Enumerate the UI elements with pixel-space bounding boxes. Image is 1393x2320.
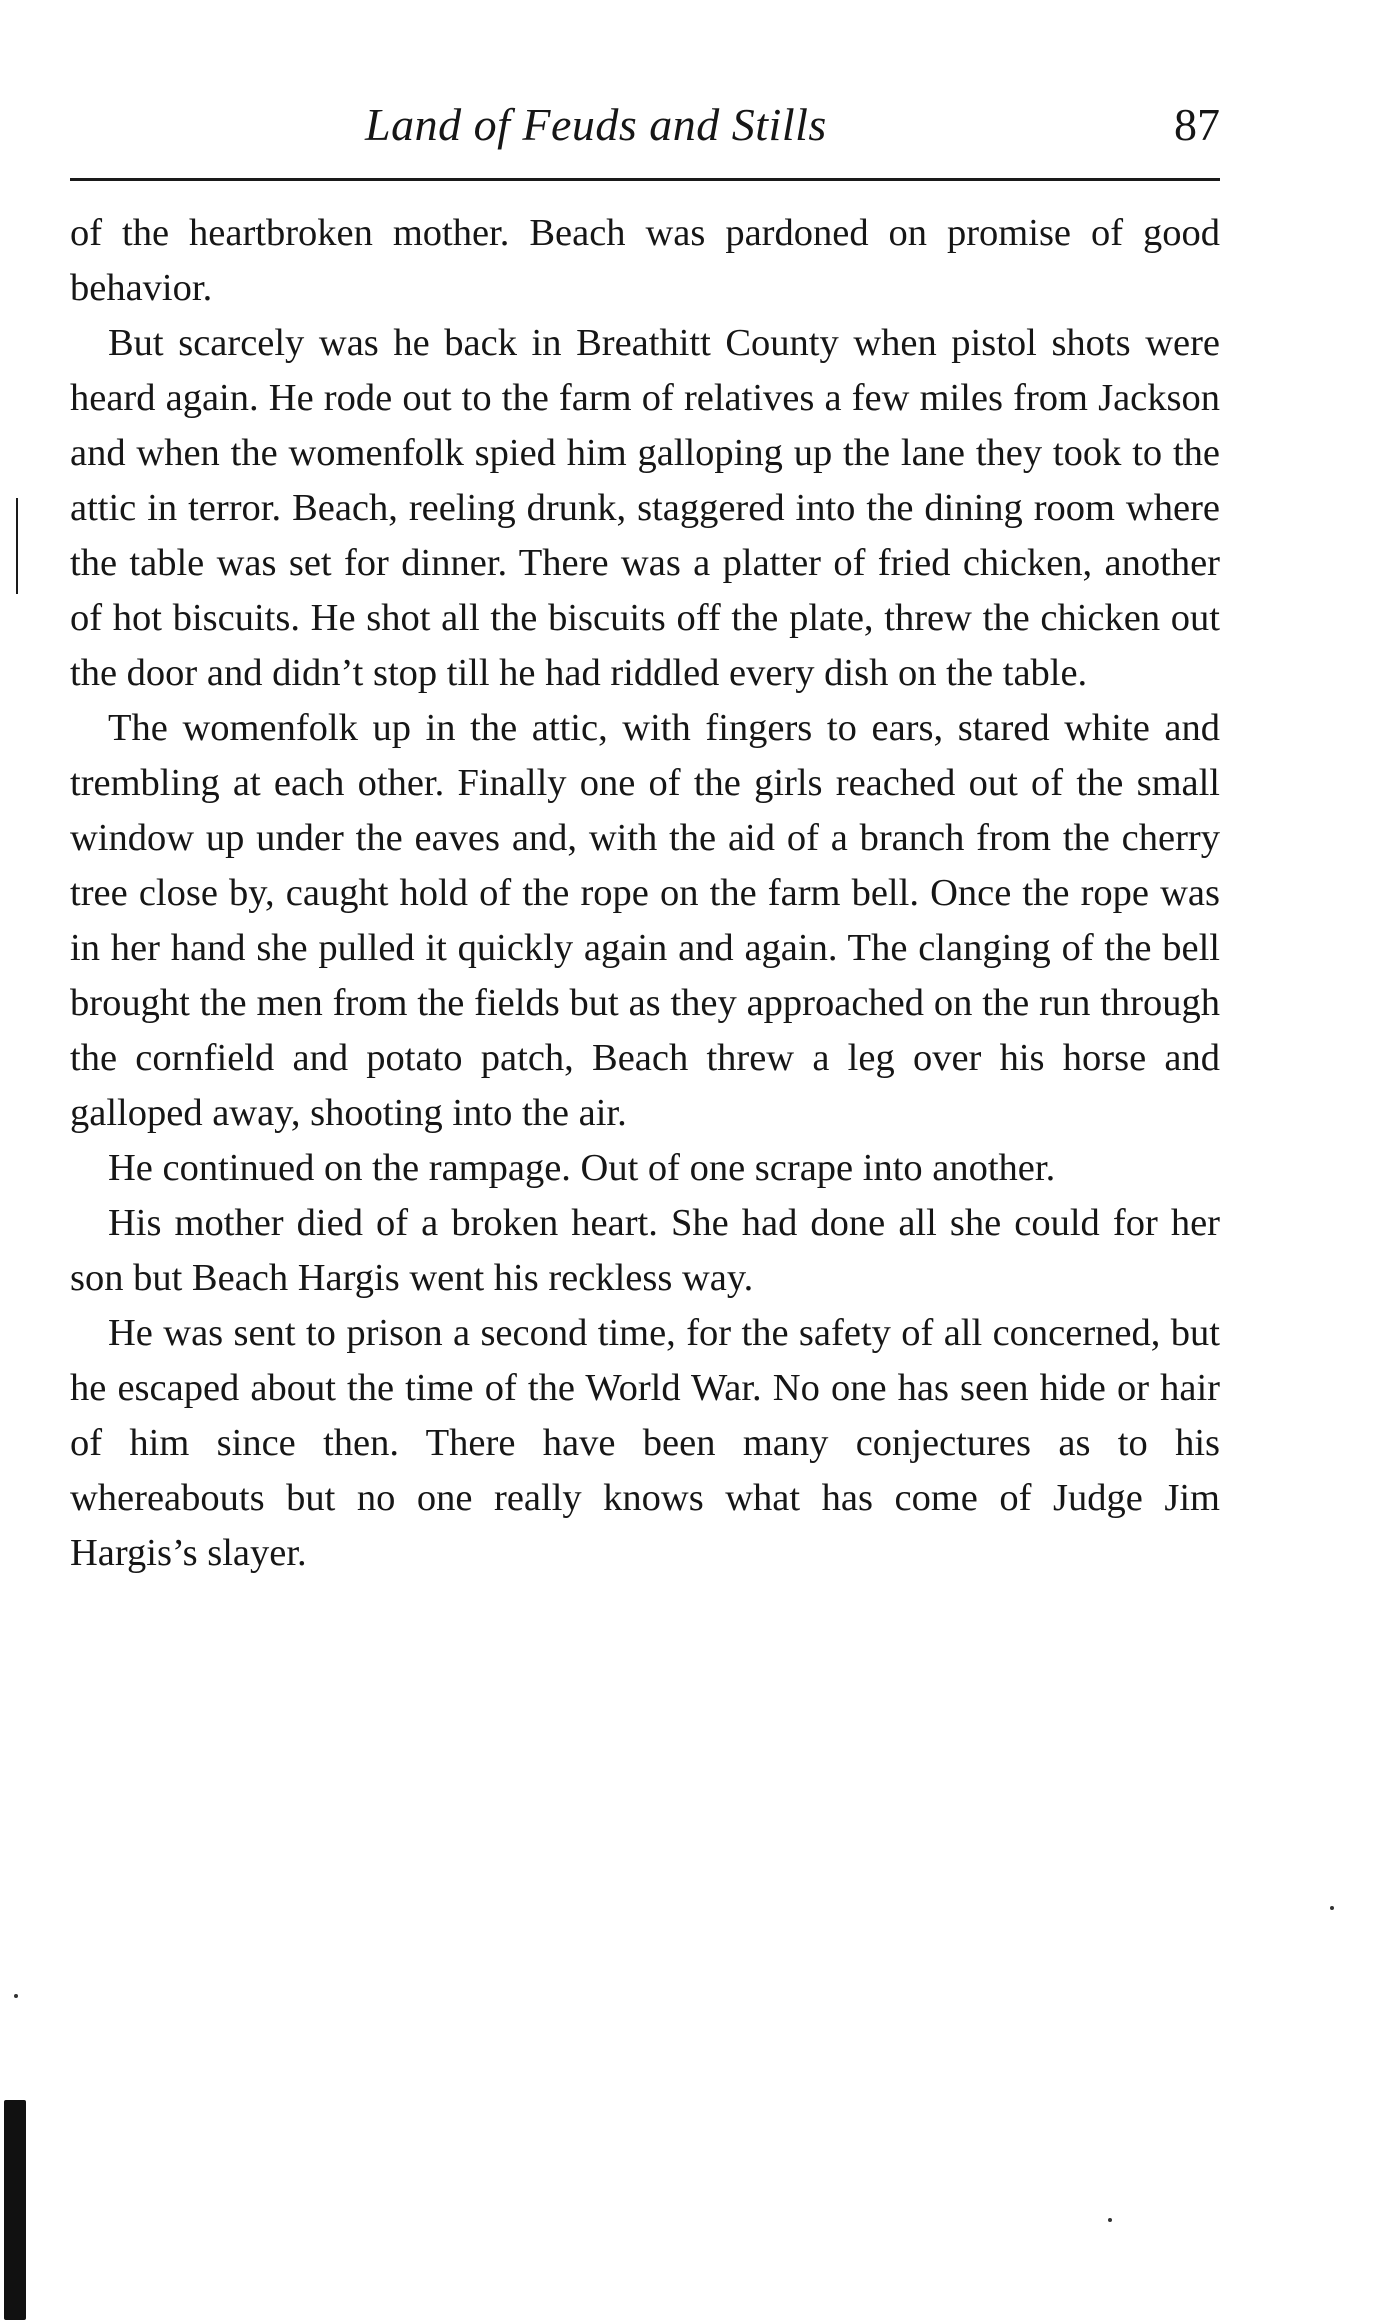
scan-edge-shadow xyxy=(4,2100,26,2320)
page-number: 87 xyxy=(1174,99,1220,150)
running-head xyxy=(70,98,1220,158)
paragraph-1: of the heartbroken mother. Beach was pardoned on promise of good behavior. xyxy=(70,212,1220,309)
scan-speck xyxy=(1108,2218,1112,2222)
left-margin-mark xyxy=(16,498,18,594)
paragraph-3: The womenfolk up in the attic, with fingers to ears, stared white and trembling at each other. Finally one of the girls reached out of the small window up under the eaves and, with the aid of a branch from the cherry tree close by, caught hold of the rope on the farm bell. Once the rope was in her hand she pulled it quickly again and again. The clanging of the bell brought the men from the fields but as they approached on the run through the cornfield and potato patch, Beach threw a leg over his horse and galloped away, shooting into the air. xyxy=(70,707,1220,1134)
paragraph-2: But scarcely was he back in Breathitt County when pistol shots were heard again. He rode out to the farm of relatives a few miles from Jackson and when the womenfolk spied him galloping up the lane they took to the attic in terror. Beach, reeling drunk, staggered into the dining room where the table was set for dinner. There was a platter of fried chicken, another of hot biscuits. He shot all the biscuits off the plate, threw the chicken out the door and didn’t stop till he had riddled every dish on the table. xyxy=(70,322,1220,694)
header-rule xyxy=(70,178,1220,181)
scan-speck xyxy=(14,1994,18,1998)
scan-speck xyxy=(1330,1906,1334,1910)
paragraph-6: He was sent to prison a second time, for the safety of all concerned, but he escaped about the time of the World War. No one has seen hide or hair of him since then. There have been many conjectures as to his whereabouts but no one really knows what has come of Judge Jim Hargis’s slayer. xyxy=(70,1312,1220,1574)
paragraph-5: His mother died of a broken heart. She had done all she could for her son but Beach Hargis went his reckless way. xyxy=(70,1202,1220,1299)
running-title: Land of Feuds and Stills xyxy=(365,99,827,150)
body-text xyxy=(70,206,1220,1581)
paragraph-4: He continued on the rampage. Out of one scrape into another. xyxy=(108,1147,1056,1189)
